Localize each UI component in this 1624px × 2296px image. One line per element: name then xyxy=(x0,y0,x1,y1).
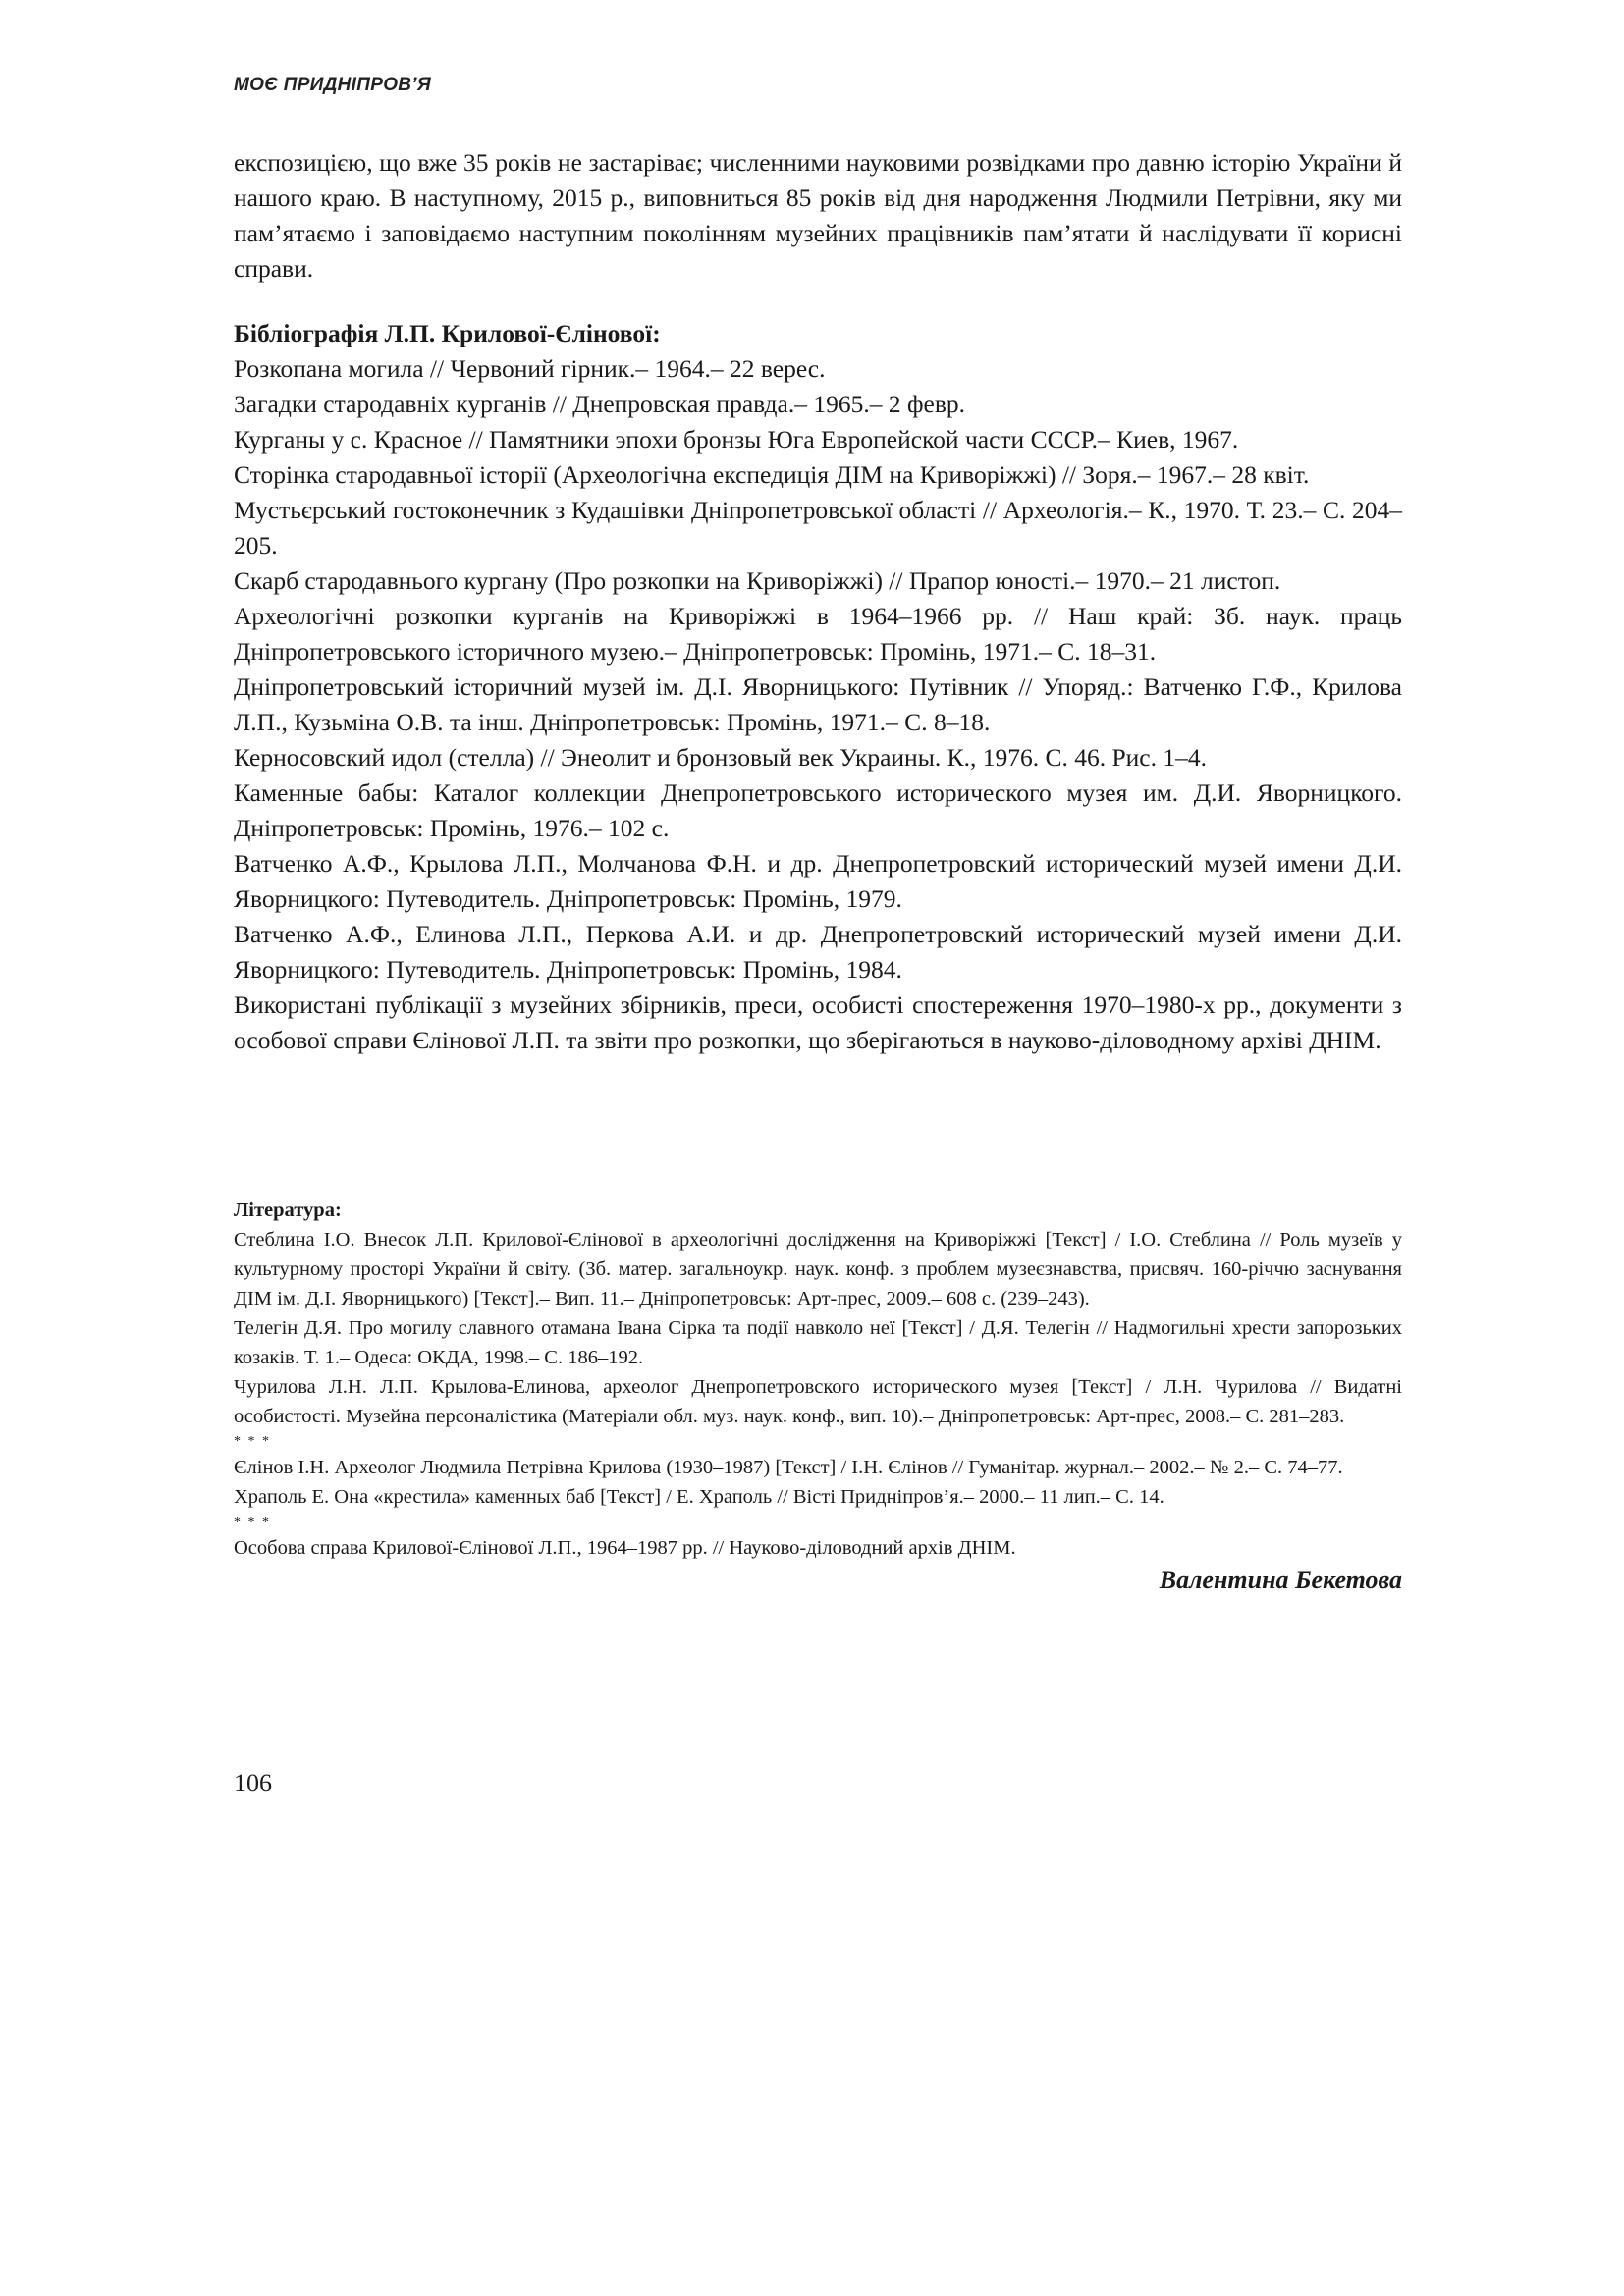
literature-item: Особова справа Крилової-Єлінової Л.П., 1964–1987 рр. // Науково-діловодний архів ДНІМ. xyxy=(234,1537,1016,1559)
running-header: МОЄ ПРИДНІПРОВ’Я xyxy=(234,75,432,95)
intro-section xyxy=(234,145,1402,287)
literature-item: Чурилова Л.Н. Л.П. Крылова-Елинова, археолог Днепропетровского исторического музея [Текст] / Л.Н. Чурилова // Видатні особистості. Музейна персоналістика (Матеріали обл. муз. наук. конф., вип. 10).– Дніпропетровськ: Арт-прес, 2008.– С. 281–283. xyxy=(234,1376,1402,1427)
intro-paragraph: експозицією, що вже 35 років не застаріває; численними науковими розвідками про давню історію України й нашого краю. В наступному, 2015 р., виповниться 85 років від дня народження Людмили Петрівни, яку ми пам’ятаємо і заповідаємо наступним поколінням музейних працівників пам’ятати й наслідувати її корисні справи. xyxy=(234,148,1402,283)
bibliography-item: Ватченко А.Ф., Елинова Л.П., Перкова А.И. и др. Днепропетровский исторический музей имени Д.И. Яворницкого: Путеводитель. Дніпропетровськ: Промінь, 1984. xyxy=(234,920,1402,984)
author-signature: Валентина Бекетова xyxy=(1159,1566,1402,1594)
bibliography-item: Скарб стародавнього кургану (Про розкопки на Криворіжжі) // Прапор юності.– 1970.– 21 листоп. xyxy=(234,566,1281,595)
bibliography-section xyxy=(234,316,1402,1058)
separator: * * * xyxy=(234,1434,271,1449)
separator: * * * xyxy=(234,1515,271,1529)
bibliography-item: Розкопана могила // Червоний гірник.– 1964.– 22 верес. xyxy=(234,354,826,383)
bibliography-title: Бібліографія Л.П. Крилової-Єлінової: xyxy=(234,319,661,347)
literature-item: Телегін Д.Я. Про могилу славного отамана Івана Сірка та події навколо неї [Текст] / Д.Я. Телегін // Надмогильні хрести запорозьких козаків. Т. 1.– Одеса: ОКДА, 1998.– С. 186–192. xyxy=(234,1317,1402,1368)
literature-item: Стеблина І.О. Внесок Л.П. Крилової-Єлінової в археологічні дослідження на Криворіжжі [Текст] / І.О. Стеблина // Роль музеїв у культурному просторі України й світу. (Зб. матер. загальноукр. наук. конф. з проблем музеєзнавства, присвяч. 160-річчю заснування ДІМ ім. Д.І. Яворницького) [Текст].– Вип. 11.– Дніпропетровськ: Арт-прес, 2009.– 608 с. (239–243). xyxy=(234,1229,1402,1309)
bibliography-item: Ватченко А.Ф., Крылова Л.П., Молчанова Ф.Н. и др. Днепропетровский исторический музей имени Д.И. Яворницкого: Путеводитель. Дніпропетровськ: Промінь, 1979. xyxy=(234,849,1402,913)
bibliography-item: Мустьєрський гостоконечник з Кудашівки Дніпропетровської області // Археологія.– К., 1970. Т. 23.– С. 204–205. xyxy=(234,496,1402,560)
bibliography-item: Керносовский идол (стелла) // Энеолит и бронзовый век Украины. К., 1976. С. 46. Рис. 1–4. xyxy=(234,743,1208,772)
bibliography-item: Курганы у с. Красное // Памятники эпохи бронзы Юга Европейской части СССР.– Киев, 1967. xyxy=(234,425,1239,454)
bibliography-item: Сторінка стародавньої історії (Археологічна експедиція ДІМ на Криворіжжі) // Зоря.– 1967.– 28 квіт. xyxy=(234,460,1310,489)
literature-item: Храполь Е. Она «крестила» каменных баб [Текст] / Е. Храполь // Вісті Придніпров’я.– 2000.– 11 лип.– С. 14. xyxy=(234,1486,1164,1508)
bibliography-item: Загадки стародавніх курганів // Днепровская правда.– 1965.– 2 февр. xyxy=(234,390,965,418)
bibliography-item: Дніпропетровський історичний музей ім. Д.І. Яворницького: Путівник // Упоряд.: Ватченко Г.Ф., Крилова Л.П., Кузьміна О.В. та інш. Дніпропетровськ: Промінь, 1971.– С. 8–18. xyxy=(234,672,1402,736)
bibliography-item: Каменные бабы: Каталог коллекции Днепропетровського исторического музея им. Д.И. Яворницкого. Дніпропетровськ: Промінь, 1976.– 102 с. xyxy=(234,778,1402,842)
page-number: 106 xyxy=(234,1769,272,1797)
literature-title: Література: xyxy=(234,1200,342,1221)
bibliography-item: Використані публікації з музейних збірників, преси, особисті спостереження 1970–1980-х рр., документи з особової справи Єлінової Л.П. та звіти про розкопки, що зберігаються в науково-діловодному архіві ДНІМ. xyxy=(234,990,1402,1054)
literature-item: Єлінов І.Н. Археолог Людмила Петрівна Крилова (1930–1987) [Текст] / І.Н. Єлінов // Гуманітар. журнал.– 2002.– № 2.– С. 74–77. xyxy=(234,1457,1343,1478)
literature-section xyxy=(234,1196,1402,1598)
bibliography-item: Археологічні розкопки курганів на Криворіжжі в 1964–1966 рр. // Наш край: Зб. наук. праць Дніпропетровського історичного музею.– Дніпропетровськ: Промінь, 1971.– С. 18–31. xyxy=(234,602,1402,666)
